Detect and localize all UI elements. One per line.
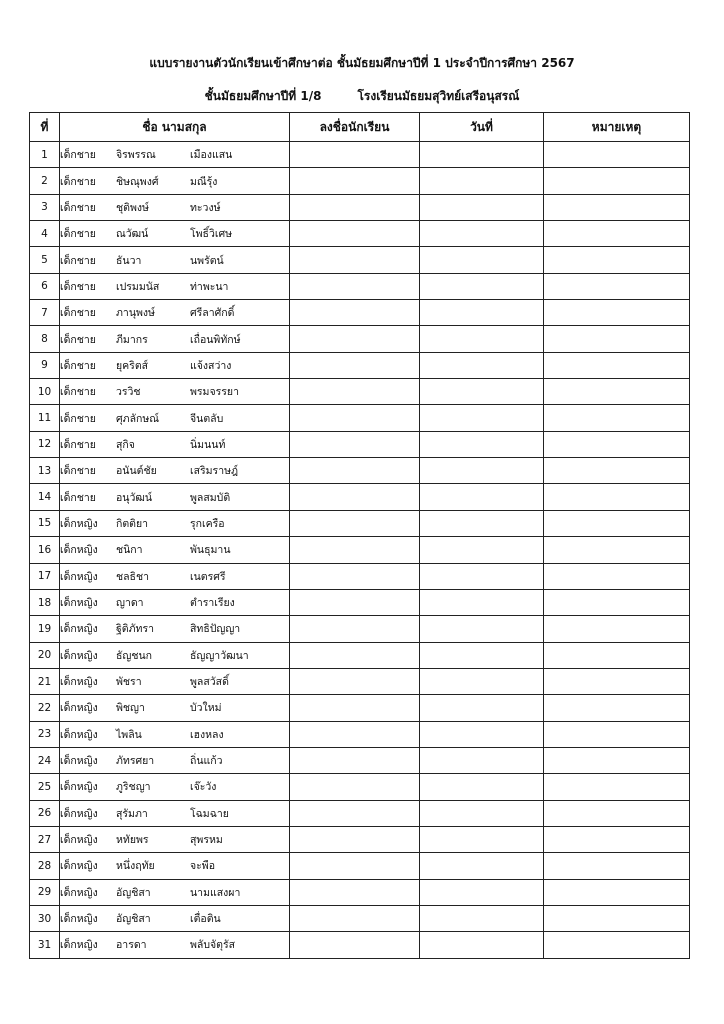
- row-number: 21: [30, 668, 60, 694]
- remark-cell: [544, 774, 690, 800]
- table-body: [30, 142, 690, 959]
- first-name: สุรัมภา: [116, 807, 148, 820]
- first-name: หทัยพร: [116, 834, 149, 847]
- student-name-cell: [60, 747, 290, 773]
- student-name-cell: [60, 695, 290, 721]
- table-row: [30, 721, 690, 747]
- name-prefix: เด็กหญิง: [60, 939, 98, 952]
- signature-cell: [290, 431, 420, 457]
- date-cell: [420, 352, 544, 378]
- date-cell: [420, 326, 544, 352]
- student-name-cell: [60, 774, 290, 800]
- student-name-cell: [60, 221, 290, 247]
- student-name-cell: [60, 168, 290, 194]
- name-prefix: เด็กหญิง: [60, 781, 98, 794]
- remark-cell: [544, 668, 690, 694]
- remark-cell: [544, 589, 690, 615]
- signature-cell: [290, 300, 420, 326]
- last-name: เถื่อนพิทักษ์: [190, 333, 241, 346]
- row-number: 26: [30, 800, 60, 826]
- first-name: จิรพรรณ: [116, 149, 156, 162]
- signature-cell: [290, 642, 420, 668]
- name-prefix: เด็กชาย: [60, 175, 96, 188]
- school-label: โรงเรียนมัธยมสุวิทย์เสรีอนุสรณ์: [357, 89, 520, 103]
- date-cell: [420, 695, 544, 721]
- date-cell: [420, 774, 544, 800]
- first-name: พิชญา: [116, 702, 145, 715]
- signature-cell: [290, 932, 420, 958]
- remark-cell: [544, 168, 690, 194]
- remark-cell: [544, 326, 690, 352]
- name-prefix: เด็กหญิง: [60, 807, 98, 820]
- signature-cell: [290, 326, 420, 352]
- name-prefix: เด็กชาย: [60, 412, 96, 425]
- name-prefix: เด็กชาย: [60, 333, 96, 346]
- first-name: ชนิกา: [116, 544, 143, 557]
- date-cell: [420, 853, 544, 879]
- first-name: ภานุพงษ์: [116, 307, 155, 320]
- row-number: 25: [30, 774, 60, 800]
- table-row: [30, 142, 690, 168]
- table-row: [30, 879, 690, 905]
- signature-cell: [290, 221, 420, 247]
- student-name-cell: [60, 563, 290, 589]
- last-name: สุพรหม: [190, 834, 223, 847]
- table-row: [30, 853, 690, 879]
- last-name: ธัญญาวัฒนา: [190, 649, 249, 662]
- date-cell: [420, 537, 544, 563]
- signature-cell: [290, 563, 420, 589]
- table-row: [30, 642, 690, 668]
- table-row: [30, 774, 690, 800]
- table-row: [30, 537, 690, 563]
- first-name: อัญชิสา: [116, 913, 151, 926]
- last-name: โพธิ์วิเศษ: [190, 228, 233, 241]
- row-number: 30: [30, 905, 60, 931]
- date-cell: [420, 905, 544, 931]
- row-number: 18: [30, 589, 60, 615]
- student-name-cell: [60, 484, 290, 510]
- signature-cell: [290, 853, 420, 879]
- student-name-cell: [60, 300, 290, 326]
- first-name: ภัทรศยา: [116, 755, 155, 768]
- row-number: 5: [30, 247, 60, 273]
- remark-cell: [544, 405, 690, 431]
- first-name: ธันวา: [116, 254, 142, 267]
- student-name-cell: [60, 431, 290, 457]
- signature-cell: [290, 537, 420, 563]
- row-number: 24: [30, 747, 60, 773]
- col-header-number: ที่: [30, 113, 60, 142]
- date-cell: [420, 379, 544, 405]
- date-cell: [420, 563, 544, 589]
- signature-cell: [290, 721, 420, 747]
- remark-cell: [544, 905, 690, 931]
- signature-cell: [290, 695, 420, 721]
- last-name: พูลสวัสดิ์: [190, 676, 229, 689]
- remark-cell: [544, 721, 690, 747]
- last-name: พูลสมบัติ: [190, 491, 231, 504]
- table-row: [30, 695, 690, 721]
- signature-cell: [290, 879, 420, 905]
- class-school-line: [0, 87, 724, 106]
- student-name-cell: [60, 379, 290, 405]
- date-cell: [420, 247, 544, 273]
- date-cell: [420, 616, 544, 642]
- first-name: ชลธิชา: [116, 570, 149, 583]
- student-name-cell: [60, 932, 290, 958]
- first-name: ณวัฒน์: [116, 228, 149, 241]
- student-name-cell: [60, 721, 290, 747]
- name-prefix: เด็กหญิง: [60, 517, 98, 530]
- remark-cell: [544, 247, 690, 273]
- student-roster-table: [29, 112, 690, 959]
- student-name-cell: [60, 800, 290, 826]
- signature-cell: [290, 589, 420, 615]
- name-prefix: เด็กหญิง: [60, 597, 98, 610]
- table-row: [30, 194, 690, 220]
- last-name: ท่าพะนา: [190, 280, 229, 293]
- date-cell: [420, 300, 544, 326]
- row-number: 6: [30, 273, 60, 299]
- first-name: เปรมมนัส: [116, 280, 160, 293]
- row-number: 19: [30, 616, 60, 642]
- name-prefix: เด็กหญิง: [60, 623, 98, 636]
- table-row: [30, 589, 690, 615]
- remark-cell: [544, 194, 690, 220]
- signature-cell: [290, 774, 420, 800]
- last-name: เมืองแสน: [190, 149, 233, 162]
- date-cell: [420, 932, 544, 958]
- row-number: 29: [30, 879, 60, 905]
- name-prefix: เด็กหญิง: [60, 860, 98, 873]
- name-prefix: เด็กชาย: [60, 254, 96, 267]
- row-number: 27: [30, 826, 60, 852]
- last-name: แจ้งสว่าง: [190, 359, 232, 372]
- row-number: 16: [30, 537, 60, 563]
- student-name-cell: [60, 142, 290, 168]
- row-number: 20: [30, 642, 60, 668]
- first-name: อารดา: [116, 939, 147, 952]
- last-name: พลับจัตุรัส: [190, 939, 236, 952]
- table-row: [30, 352, 690, 378]
- date-cell: [420, 510, 544, 536]
- row-number: 7: [30, 300, 60, 326]
- name-prefix: เด็กชาย: [60, 228, 96, 241]
- table-row: [30, 273, 690, 299]
- last-name: รุกเครือ: [190, 517, 225, 530]
- last-name: เตื่อติน: [190, 913, 221, 926]
- last-name: สิทธิปัญญา: [190, 623, 241, 636]
- name-prefix: เด็กชาย: [60, 438, 96, 451]
- col-header-signature: ลงชื่อนักเรียน: [290, 113, 420, 142]
- date-cell: [420, 800, 544, 826]
- first-name: หนึ่งฤทัย: [116, 860, 155, 873]
- name-prefix: เด็กชาย: [60, 201, 96, 214]
- student-name-cell: [60, 326, 290, 352]
- first-name: ภีมากร: [116, 333, 148, 346]
- first-name: ฐิติภัทรา: [116, 623, 154, 636]
- date-cell: [420, 273, 544, 299]
- student-name-cell: [60, 194, 290, 220]
- table-row: [30, 668, 690, 694]
- signature-cell: [290, 194, 420, 220]
- table-row: [30, 932, 690, 958]
- row-number: 15: [30, 510, 60, 536]
- name-prefix: เด็กหญิง: [60, 886, 98, 899]
- last-name: มณีรุ้ง: [190, 175, 218, 188]
- first-name: อนุวัฒน์: [116, 491, 153, 504]
- remark-cell: [544, 747, 690, 773]
- student-name-cell: [60, 589, 290, 615]
- student-name-cell: [60, 879, 290, 905]
- last-name: ตำราเรียง: [190, 597, 235, 610]
- name-prefix: เด็กชาย: [60, 359, 96, 372]
- name-prefix: เด็กชาย: [60, 307, 96, 320]
- remark-cell: [544, 695, 690, 721]
- name-prefix: เด็กหญิง: [60, 755, 98, 768]
- remark-cell: [544, 537, 690, 563]
- table-row: [30, 458, 690, 484]
- last-name: เสริมราษฎ์: [190, 465, 239, 478]
- first-name: อัญชิสา: [116, 886, 151, 899]
- first-name: ภูริชญา: [116, 781, 151, 794]
- row-number: 17: [30, 563, 60, 589]
- last-name: ถิ่นแก้ว: [190, 755, 223, 768]
- last-name: บัวใหม่: [190, 702, 222, 715]
- table-row: [30, 300, 690, 326]
- document-title: แบบรายงานตัวนักเรียนเข้าศึกษาต่อ ชั้นมัธยมศึกษาปีที่ 1 ประจำปีการศึกษา 2567: [149, 56, 575, 70]
- name-prefix: เด็กหญิง: [60, 649, 98, 662]
- row-number: 8: [30, 326, 60, 352]
- class-label: ชั้นมัธยมศึกษาปีที่ 1/8: [204, 89, 322, 103]
- student-name-cell: [60, 668, 290, 694]
- signature-cell: [290, 826, 420, 852]
- date-cell: [420, 194, 544, 220]
- student-name-cell: [60, 352, 290, 378]
- first-name: ธัญชนก: [116, 649, 153, 662]
- remark-cell: [544, 932, 690, 958]
- first-name: สุกิจ: [116, 438, 135, 451]
- table-row: [30, 905, 690, 931]
- signature-cell: [290, 668, 420, 694]
- student-name-cell: [60, 510, 290, 536]
- last-name: เฮงหลง: [190, 728, 224, 741]
- name-prefix: เด็กชาย: [60, 465, 96, 478]
- first-name: วรวิช: [116, 386, 141, 399]
- signature-cell: [290, 405, 420, 431]
- remark-cell: [544, 563, 690, 589]
- remark-cell: [544, 300, 690, 326]
- date-cell: [420, 484, 544, 510]
- date-cell: [420, 826, 544, 852]
- student-name-cell: [60, 537, 290, 563]
- row-number: 22: [30, 695, 60, 721]
- date-cell: [420, 168, 544, 194]
- signature-cell: [290, 142, 420, 168]
- date-cell: [420, 589, 544, 615]
- name-prefix: เด็กหญิง: [60, 913, 98, 926]
- date-cell: [420, 221, 544, 247]
- remark-cell: [544, 379, 690, 405]
- remark-cell: [544, 484, 690, 510]
- table-row: [30, 826, 690, 852]
- signature-cell: [290, 168, 420, 194]
- remark-cell: [544, 431, 690, 457]
- last-name: ศรีลาศักดิ์: [190, 307, 235, 320]
- remark-cell: [544, 879, 690, 905]
- signature-cell: [290, 484, 420, 510]
- date-cell: [420, 142, 544, 168]
- remark-cell: [544, 800, 690, 826]
- last-name: พรมจรรยา: [190, 386, 239, 399]
- signature-cell: [290, 616, 420, 642]
- last-name: จะพือ: [190, 860, 216, 873]
- row-number: 3: [30, 194, 60, 220]
- last-name: พันธุมาน: [190, 544, 231, 557]
- first-name: ญาดา: [116, 597, 144, 610]
- last-name: นามแสงผา: [190, 886, 241, 899]
- table-row: [30, 484, 690, 510]
- table-row: [30, 405, 690, 431]
- row-number: 1: [30, 142, 60, 168]
- name-prefix: เด็กชาย: [60, 280, 96, 293]
- date-cell: [420, 747, 544, 773]
- table-row: [30, 221, 690, 247]
- table-header-row: [30, 113, 690, 142]
- last-name: โฉมฉาย: [190, 807, 229, 820]
- remark-cell: [544, 221, 690, 247]
- student-name-cell: [60, 905, 290, 931]
- signature-cell: [290, 458, 420, 484]
- row-number: 2: [30, 168, 60, 194]
- row-number: 12: [30, 431, 60, 457]
- name-prefix: เด็กชาย: [60, 149, 96, 162]
- name-prefix: เด็กชาย: [60, 386, 96, 399]
- date-cell: [420, 431, 544, 457]
- date-cell: [420, 458, 544, 484]
- student-name-cell: [60, 853, 290, 879]
- row-number: 4: [30, 221, 60, 247]
- last-name: จีนตลับ: [190, 412, 224, 425]
- last-name: นิ่มนนท์: [190, 438, 226, 451]
- remark-cell: [544, 458, 690, 484]
- row-number: 23: [30, 721, 60, 747]
- date-cell: [420, 668, 544, 694]
- row-number: 13: [30, 458, 60, 484]
- table-row: [30, 510, 690, 536]
- remark-cell: [544, 616, 690, 642]
- name-prefix: เด็กหญิง: [60, 702, 98, 715]
- name-prefix: เด็กหญิง: [60, 834, 98, 847]
- name-prefix: เด็กชาย: [60, 491, 96, 504]
- student-name-cell: [60, 826, 290, 852]
- col-header-remark: หมายเหตุ: [544, 113, 690, 142]
- name-prefix: เด็กหญิง: [60, 570, 98, 583]
- signature-cell: [290, 747, 420, 773]
- first-name: กิตติยา: [116, 517, 149, 530]
- table-row: [30, 747, 690, 773]
- name-prefix: เด็กหญิง: [60, 544, 98, 557]
- first-name: ชิษณุพงศ์: [116, 175, 159, 188]
- first-name: อนันต์ชัย: [116, 465, 157, 478]
- signature-cell: [290, 905, 420, 931]
- table-row: [30, 379, 690, 405]
- student-name-cell: [60, 458, 290, 484]
- remark-cell: [544, 142, 690, 168]
- first-name: ยุคริตส์: [116, 359, 149, 372]
- first-name: พัชรา: [116, 676, 142, 689]
- signature-cell: [290, 510, 420, 536]
- table-row: [30, 431, 690, 457]
- table-row: [30, 616, 690, 642]
- remark-cell: [544, 273, 690, 299]
- signature-cell: [290, 273, 420, 299]
- first-name: ไพลิน: [116, 728, 142, 741]
- last-name: เนตรศรี: [190, 570, 226, 583]
- table-row: [30, 800, 690, 826]
- student-name-cell: [60, 247, 290, 273]
- remark-cell: [544, 510, 690, 536]
- col-header-name: ชื่อ นามสกุล: [60, 113, 290, 142]
- student-name-cell: [60, 405, 290, 431]
- name-prefix: เด็กหญิง: [60, 676, 98, 689]
- row-number: 28: [30, 853, 60, 879]
- col-header-date: วันที่: [420, 113, 544, 142]
- student-name-cell: [60, 273, 290, 299]
- name-prefix: เด็กหญิง: [60, 728, 98, 741]
- student-name-cell: [60, 642, 290, 668]
- signature-cell: [290, 352, 420, 378]
- row-number: 31: [30, 932, 60, 958]
- table-row: [30, 326, 690, 352]
- date-cell: [420, 642, 544, 668]
- remark-cell: [544, 352, 690, 378]
- signature-cell: [290, 247, 420, 273]
- row-number: 11: [30, 405, 60, 431]
- date-cell: [420, 405, 544, 431]
- table-row: [30, 168, 690, 194]
- signature-cell: [290, 379, 420, 405]
- date-cell: [420, 721, 544, 747]
- remark-cell: [544, 642, 690, 668]
- remark-cell: [544, 853, 690, 879]
- last-name: เจ๊ะวัง: [190, 781, 217, 794]
- row-number: 9: [30, 352, 60, 378]
- table-row: [30, 247, 690, 273]
- student-name-cell: [60, 616, 290, 642]
- table-row: [30, 563, 690, 589]
- row-number: 10: [30, 379, 60, 405]
- first-name: ชุติพงษ์: [116, 201, 149, 214]
- last-name: ทะวงษ์: [190, 201, 221, 214]
- last-name: นพรัตน์: [190, 254, 224, 267]
- first-name: ศุภลักษณ์: [116, 412, 160, 425]
- signature-cell: [290, 800, 420, 826]
- row-number: 14: [30, 484, 60, 510]
- date-cell: [420, 879, 544, 905]
- remark-cell: [544, 826, 690, 852]
